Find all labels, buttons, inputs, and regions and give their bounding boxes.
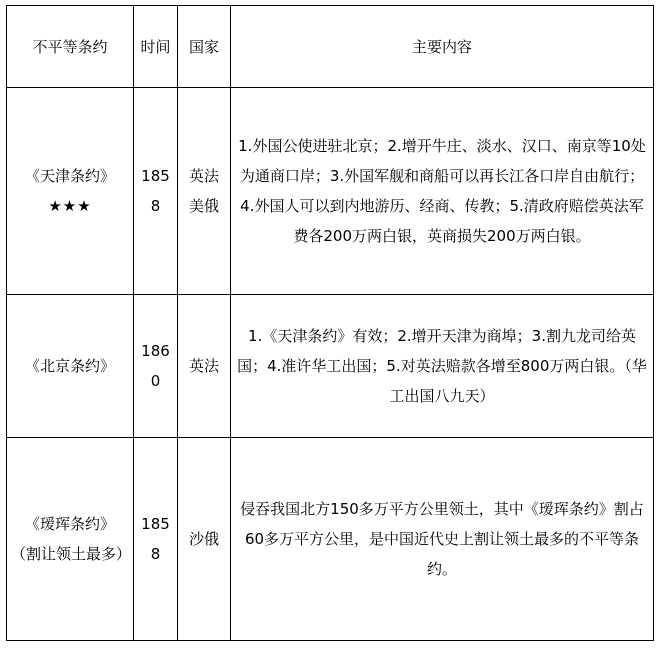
- treaty-cell: [7, 88, 134, 295]
- country-cell: 沙俄: [178, 438, 231, 641]
- time-cell: 1860: [134, 295, 178, 438]
- table-header-row: [7, 6, 654, 88]
- table-row: [7, 88, 654, 295]
- treaty-note: （割让领土最多）: [11, 545, 132, 563]
- treaty-name: 《瑷珲条约》: [24, 515, 115, 533]
- treaty-cell: 《北京条约》: [7, 295, 134, 438]
- treaty-cell: [7, 438, 134, 641]
- header-treaty: 不平等条约: [7, 6, 134, 88]
- content-cell: 侵吞我国北方150多万平方公里领土，其中《瑷珲条约》割占60多万平方公里，是中国近代史上割让领土最多的不平等条约。: [231, 438, 654, 641]
- header-time: 时间: [134, 6, 178, 88]
- header-country: 国家: [178, 6, 231, 88]
- importance-stars: ★★★: [48, 197, 92, 215]
- header-content: 主要内容: [231, 6, 654, 88]
- country-cell: 英法美俄: [178, 88, 231, 295]
- content-cell: 1.《天津条约》有效；2.增开天津为商埠；3.割九龙司给英国；4.准许华工出国；5.对英法赔款各增至800万两白银。（华工出国八九天）: [231, 295, 654, 438]
- treaty-name: 《天津条约》: [24, 167, 115, 185]
- time-cell: 1858: [134, 88, 178, 295]
- table-row: [7, 295, 654, 438]
- treaty-table: [6, 5, 654, 641]
- content-cell: 1.外国公使进驻北京；2.增开牛庄、淡水、汉口、南京等10处为通商口岸；3.外国军舰和商船可以再长江各口岸自由航行；4.外国人可以到内地游历、经商、传教；5.清政府赔偿英法军费各200万两白银，英商损失200万两白银。: [231, 88, 654, 295]
- table-row: [7, 438, 654, 641]
- time-cell: 1858: [134, 438, 178, 641]
- country-cell: 英法: [178, 295, 231, 438]
